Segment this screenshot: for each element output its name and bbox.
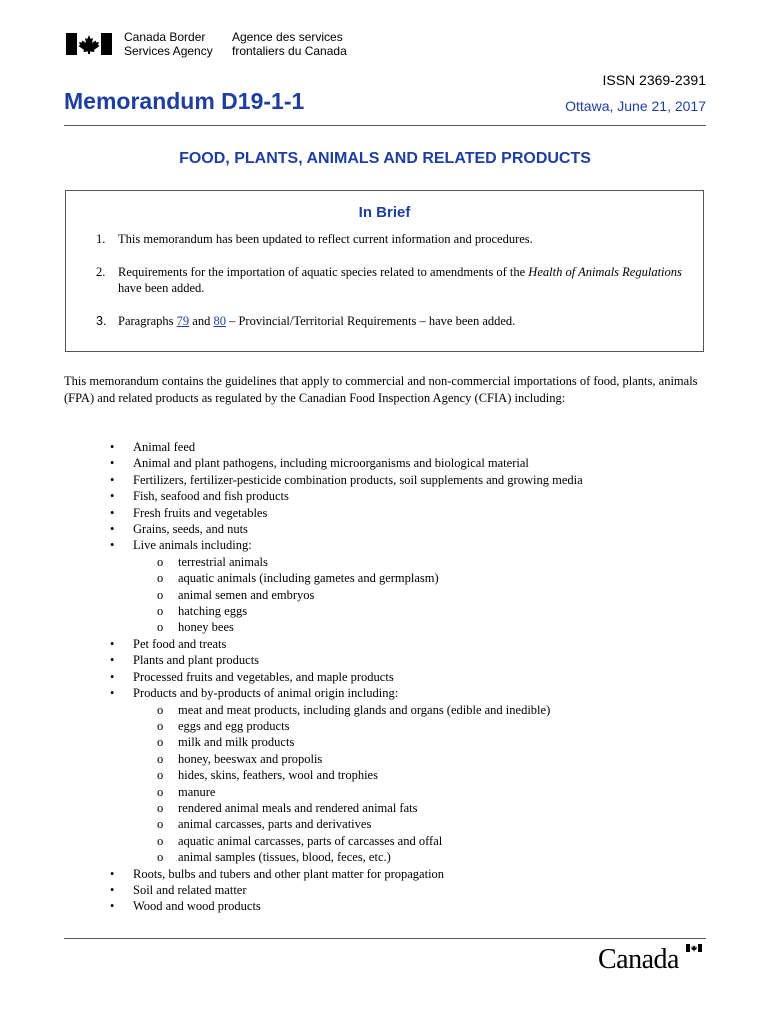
sub-bullet-icon: o — [157, 620, 164, 635]
in-brief-item — [66, 313, 703, 329]
in-brief-item-number: 2. — [96, 265, 106, 279]
bullet-icon: • — [110, 882, 115, 897]
sub-list-item — [133, 587, 706, 603]
list-item — [64, 472, 706, 488]
agency-en-line1: Canada Border — [124, 30, 206, 44]
in-brief-item-text: This memorandum has been updated to reflect current information and procedures. — [118, 232, 533, 246]
live-animals-sublist — [133, 554, 706, 636]
sub-bullet-icon: o — [157, 554, 164, 569]
sub-bullet-icon: o — [157, 784, 164, 799]
issn-number: ISSN 2369-2391 — [602, 72, 706, 88]
intro-paragraph: This memorandum contains the guidelines that apply to commercial and non-commercial importations of food, plants, animals (FPA) and related products as regulated by the Canadian Food Inspection Agency (CFIA) including: — [64, 374, 698, 405]
list-item — [64, 898, 706, 914]
sub-bullet-icon: o — [157, 735, 164, 750]
bullet-icon: • — [110, 472, 115, 487]
in-brief-item-number: 3. — [96, 314, 107, 328]
sub-list-item — [133, 751, 706, 767]
list-item — [64, 488, 706, 504]
sub-list-item-label: aquatic animal carcasses, parts of carcasses and offal — [178, 833, 443, 848]
bullet-icon: • — [110, 669, 115, 684]
in-brief-item-text-end: – Provincial/Territorial Requirements – have been added. — [225, 314, 516, 328]
paragraph-79-link[interactable]: 79 — [176, 314, 190, 328]
sub-bullet-icon: o — [157, 751, 164, 766]
sub-list-item-label: rendered animal meals and rendered animal fats — [178, 800, 418, 815]
list-item — [64, 521, 706, 537]
memo-title: Memorandum D19-1-1 — [64, 88, 305, 114]
list-item — [64, 882, 706, 898]
list-item-label: Fertilizers, fertilizer-pesticide combination products, soil supplements and growing media — [133, 472, 583, 487]
sub-bullet-icon: o — [157, 571, 164, 586]
list-item-label: Pet food and treats — [133, 636, 227, 651]
sub-list-item-label: hides, skins, feathers, wool and trophies — [178, 768, 378, 783]
sub-list-item — [133, 833, 706, 849]
sub-list-item — [133, 734, 706, 750]
animal-origin-sublist — [133, 702, 706, 866]
sub-bullet-icon: o — [157, 800, 164, 815]
regulation-title: Health of Animals Regulations — [528, 265, 682, 279]
list-item — [64, 866, 706, 882]
agency-en-line2: Services Agency — [124, 44, 213, 58]
list-item-label: Soil and related matter — [133, 882, 247, 897]
list-item — [64, 685, 706, 865]
in-brief-item — [66, 231, 703, 247]
product-list — [64, 439, 706, 915]
bullet-icon: • — [110, 522, 115, 537]
list-item — [64, 669, 706, 685]
sub-list-item — [133, 619, 706, 635]
sub-list-item-label: terrestrial animals — [178, 554, 268, 569]
sub-list-item-label: hatching eggs — [178, 604, 248, 619]
list-item-label: Animal feed — [133, 440, 196, 454]
sub-bullet-icon: o — [157, 718, 164, 733]
sub-list-item-label: manure — [178, 784, 216, 799]
header-divider — [64, 125, 706, 126]
sub-bullet-icon: o — [157, 604, 164, 619]
paragraph-80-link[interactable]: 80 — [213, 314, 226, 328]
sub-list-item — [133, 570, 706, 586]
list-item-label: Animal and plant pathogens, including microorganisms and biological material — [133, 456, 529, 471]
sub-list-item — [133, 718, 706, 734]
sub-list-item-label: animal carcasses, parts and derivatives — [178, 817, 372, 832]
sub-list-item — [133, 554, 706, 570]
in-brief-item-text: Requirements for the importation of aquatic species related to amendments of the — [118, 265, 529, 279]
list-item — [64, 439, 706, 455]
agency-header — [66, 30, 706, 70]
sub-bullet-icon: o — [157, 833, 164, 848]
bullet-icon: • — [110, 636, 115, 651]
sub-list-item-label: aquatic animals (including gametes and germplasm) — [178, 571, 439, 586]
canada-wordmark: Canada — [598, 944, 679, 975]
footer-divider — [64, 938, 706, 939]
bullet-icon: • — [110, 489, 115, 504]
sub-list-item — [133, 702, 706, 718]
list-item — [64, 455, 706, 471]
list-item-label: Plants and plant products — [133, 653, 260, 668]
in-brief-title: In Brief — [358, 204, 411, 221]
bullet-icon: • — [110, 440, 115, 454]
list-item — [64, 537, 706, 635]
bullet-icon: • — [110, 505, 115, 520]
bullet-icon: • — [110, 456, 115, 471]
memo-date: Ottawa, June 21, 2017 — [565, 98, 706, 114]
sub-bullet-icon: o — [157, 702, 164, 717]
sub-list-item-label: honey, beeswax and propolis — [178, 751, 323, 766]
bullet-icon: • — [110, 653, 115, 668]
bullet-icon: • — [110, 899, 115, 914]
sub-list-item-label: animal semen and embryos — [178, 587, 315, 602]
in-brief-item — [66, 264, 703, 296]
canada-flag-icon — [66, 33, 112, 55]
sub-list-item-label: milk and milk products — [178, 735, 295, 750]
list-item-label: Processed fruits and vegetables, and maple products — [133, 669, 394, 684]
sub-list-item-label: animal samples (tissues, blood, feces, etc.) — [178, 850, 391, 865]
sub-bullet-icon: o — [157, 768, 164, 783]
list-item — [64, 652, 706, 668]
sub-list-item — [133, 784, 706, 800]
list-item-label: Products and by-products of animal origin including: — [133, 686, 399, 701]
in-brief-item-number: 1. — [96, 232, 106, 246]
bullet-icon: • — [110, 538, 115, 553]
sub-list-item — [133, 800, 706, 816]
sub-list-item-label: eggs and egg products — [178, 718, 290, 733]
list-item — [64, 505, 706, 521]
sub-bullet-icon: o — [157, 850, 164, 865]
agency-name-french — [232, 30, 347, 58]
in-brief-item-text-end: have been added. — [118, 281, 205, 295]
list-item — [64, 636, 706, 652]
sub-bullet-icon: o — [157, 587, 164, 602]
sub-list-item — [133, 767, 706, 783]
agency-fr-line1: Agence des services — [232, 30, 343, 44]
in-brief-item-text: Paragraphs — [118, 314, 177, 328]
in-brief-list — [66, 231, 703, 346]
canada-wordmark-flag-icon — [686, 944, 702, 952]
main-heading: FOOD, PLANTS, ANIMALS AND RELATED PRODUCTS — [179, 150, 591, 167]
bullet-icon: • — [110, 866, 115, 881]
sub-list-item — [133, 849, 706, 865]
agency-name-english — [124, 30, 213, 58]
list-item-label: Live animals including: — [133, 538, 252, 553]
list-item-label: Wood and wood products — [133, 899, 261, 914]
sub-list-item — [133, 816, 706, 832]
list-item-label: Fresh fruits and vegetables — [133, 505, 268, 520]
agency-fr-line2: frontaliers du Canada — [232, 44, 347, 58]
list-item-label: Fish, seafood and fish products — [133, 489, 289, 504]
sub-list-item-label: honey bees — [178, 620, 234, 635]
in-brief-box — [65, 190, 704, 352]
sub-list-item — [133, 603, 706, 619]
bullet-icon: • — [110, 686, 115, 701]
list-item-label: Roots, bulbs and tubers and other plant matter for propagation — [133, 866, 445, 881]
sub-bullet-icon: o — [157, 817, 164, 832]
sub-list-item-label: meat and meat products, including glands and organs (edible and inedible) — [178, 702, 551, 717]
list-item-label: Grains, seeds, and nuts — [133, 522, 248, 537]
in-brief-item-text-mid: and — [189, 314, 214, 328]
